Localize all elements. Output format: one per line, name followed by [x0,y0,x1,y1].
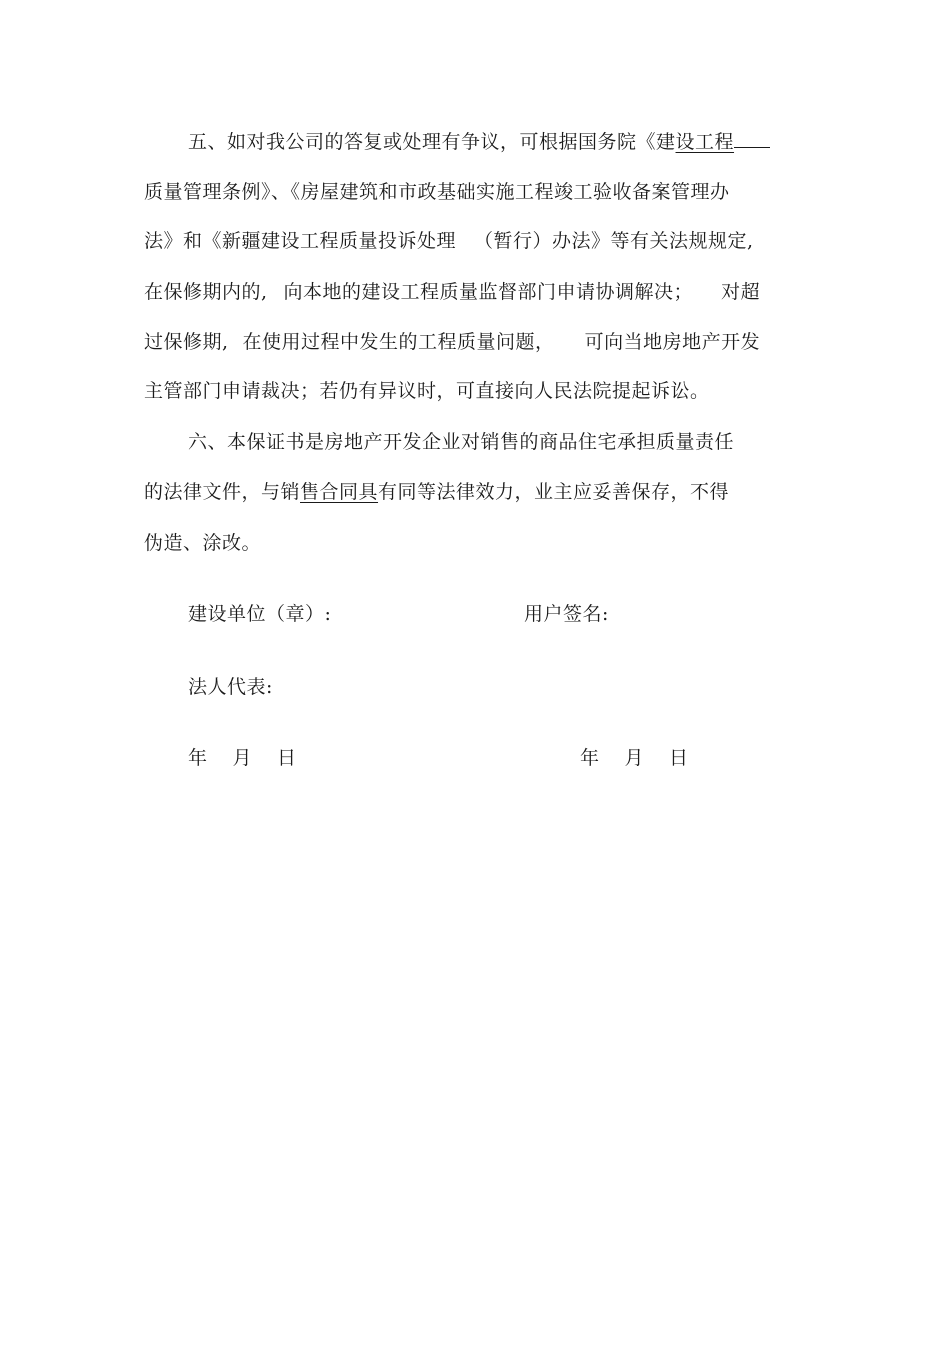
para6-line-3: 伪造、涂改。 [144,532,262,554]
legal-representative-label: 法人代表: [188,676,273,698]
para5-line-4-text-a: 在保修期内的, [144,281,268,303]
para5-line-3-text-a: 法》和《新疆建设工程质量投诉处理 [144,230,457,252]
right-date-line [580,746,689,770]
para5-line-4-text-b: 向本地的建设工程质量监督部门申请协调解决； [283,281,694,303]
para5-line-3-text-b: （暂行）办法》等有关法规规定, [474,230,754,252]
underlined-contract-term: 售合同具 [300,481,379,503]
left-date-day: 日 [277,747,297,769]
para5-line-4 [144,280,760,304]
para5-line-5 [144,330,760,354]
para6-line-1: 六、本保证书是房地产开发企业对销售的商品住宅承担质量责任 [188,431,735,453]
para5-line-5-text-c: 可向当地房地产开发 [584,331,761,353]
para6-line-2-text-a: 的法律文件，与销 [144,481,301,503]
left-date-month: 月 [232,747,253,769]
builder-seal-label: 建设单位（章）: [188,603,332,625]
right-date-month: 月 [624,747,645,769]
right-date-day: 日 [669,747,689,769]
underline-extension [734,131,770,148]
user-signature-label: 用户签名: [524,603,609,625]
underlined-term: 设工程 [675,131,735,153]
left-date-line [188,746,297,770]
para5-line-1-text: 五、如对我公司的答复或处理有争议，可根据国务院《建 [188,131,676,153]
para5-line-5-text-b: 在使用过程中发生的工程质量问题， [242,331,555,353]
para6-line-2 [144,480,729,504]
para5-line-1 [188,130,770,154]
para6-line-2-text-c: 有同等法律效力，业主应妥善保存，不得 [378,481,730,503]
para5-line-4-text-c: 对超 [721,281,761,303]
left-date-year: 年 [188,747,208,769]
para5-line-6: 主管部门申请裁决；若仍有异议时，可直接向人民法院提起诉讼。 [144,380,710,402]
right-date-year: 年 [580,747,600,769]
para5-line-2: 质量管理条例》、《房屋建筑和市政基础实施工程竣工验收备案管理办 [144,181,730,203]
para5-line-5-text-a: 过保修期, [144,331,229,353]
para5-line-3 [144,229,754,253]
